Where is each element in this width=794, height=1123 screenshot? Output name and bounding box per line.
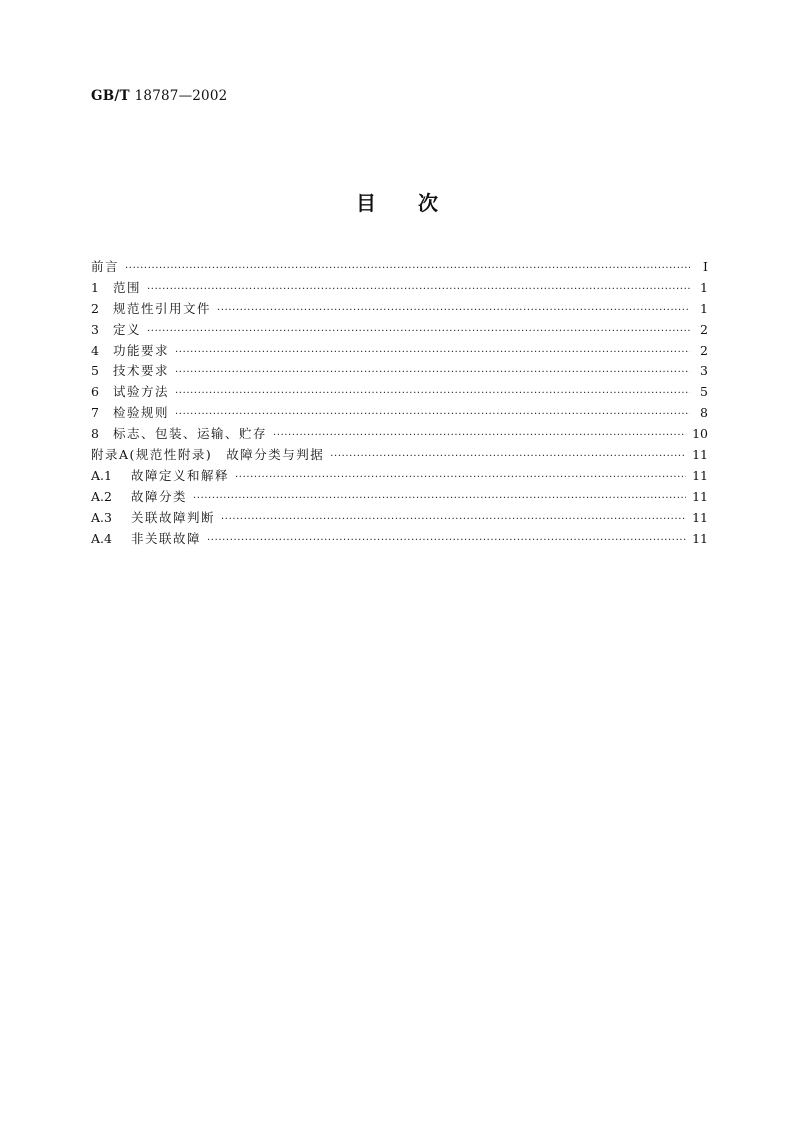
toc-entry-1[interactable] — [91, 278, 708, 299]
toc-entry-page: 11 — [692, 509, 708, 525]
table-of-contents — [91, 257, 708, 549]
toc-dot-leader — [193, 489, 686, 510]
toc-entry-number: 4 — [91, 342, 99, 358]
toc-dot-leader — [175, 384, 690, 405]
toc-entry-page: 11 — [692, 530, 708, 546]
toc-entry-page: Ⅰ — [703, 259, 708, 274]
toc-entry-page: 8 — [700, 405, 708, 421]
toc-entry-page: 11 — [692, 467, 708, 483]
toc-entry-page: 1 — [700, 300, 708, 316]
toc-entry-a3[interactable] — [91, 508, 708, 529]
toc-entry-page: 2 — [700, 342, 708, 358]
standard-number: 18787—2002 — [134, 88, 228, 104]
toc-dot-leader — [175, 363, 690, 384]
toc-entry-label: 范围 — [113, 279, 142, 295]
toc-entry-a4[interactable] — [91, 529, 708, 550]
toc-entry-8[interactable] — [91, 424, 708, 445]
standard-prefix: GB/T — [91, 88, 130, 104]
toc-entry-page: 3 — [700, 363, 708, 379]
toc-entry-label: 故障定义和解释 — [131, 467, 230, 483]
toc-entry-label: 试验方法 — [113, 384, 170, 400]
toc-entry-label: 故障分类 — [131, 488, 188, 504]
toc-entry-number: 1 — [91, 279, 99, 295]
toc-dot-leader — [147, 322, 690, 343]
toc-entry-number: 6 — [91, 384, 99, 400]
toc-entry-label: 检验规则 — [113, 405, 170, 421]
toc-entry-label: 关联故障判断 — [131, 509, 216, 525]
toc-entry-6[interactable] — [91, 382, 708, 403]
toc-entry-page: 5 — [700, 384, 708, 400]
standard-code — [91, 88, 227, 104]
toc-entry-label: 规范性引用文件 — [113, 300, 212, 316]
toc-entry-page: 1 — [700, 279, 708, 295]
toc-entry-label: 附录A(规范性附录) 故障分类与判据 — [91, 447, 325, 463]
toc-entry-a2[interactable] — [91, 487, 708, 508]
toc-entry-5[interactable] — [91, 361, 708, 382]
toc-entry-label: 前言 — [91, 259, 120, 274]
toc-dot-leader — [273, 426, 686, 447]
toc-entry-label: 定义 — [113, 321, 142, 337]
toc-dot-leader — [175, 343, 690, 364]
toc-entry-page: 11 — [692, 488, 708, 504]
toc-entry-page: 10 — [692, 426, 708, 442]
toc-dot-leader — [125, 259, 690, 280]
toc-entry-number: 5 — [91, 363, 99, 379]
toc-entry-number: A.2 — [91, 488, 112, 504]
toc-entry-a1[interactable] — [91, 466, 708, 487]
toc-dot-leader — [221, 510, 686, 531]
toc-title: 目次 — [356, 191, 480, 215]
toc-entry-number: 7 — [91, 405, 99, 421]
toc-entry-label: 非关联故障 — [131, 530, 202, 546]
toc-dot-leader — [147, 280, 690, 301]
toc-dot-leader — [330, 447, 686, 468]
toc-entry-label: 标志、包装、运输、贮存 — [113, 426, 268, 442]
toc-entry-number: 2 — [91, 300, 99, 316]
toc-entry-page: 11 — [692, 447, 708, 463]
toc-entry-annex-a[interactable] — [91, 445, 708, 466]
toc-dot-leader — [207, 531, 686, 552]
toc-entry-page: 2 — [700, 321, 708, 337]
toc-entry-2[interactable] — [91, 299, 708, 320]
toc-entry-3[interactable] — [91, 320, 708, 341]
toc-entry-number: A.4 — [91, 530, 112, 546]
toc-dot-leader — [235, 468, 686, 489]
toc-entry-number: A.3 — [91, 509, 112, 525]
toc-entry-number: 8 — [91, 426, 99, 442]
toc-entry-number: A.1 — [91, 467, 112, 483]
toc-entry-7[interactable] — [91, 403, 708, 424]
toc-dot-leader — [175, 405, 690, 426]
toc-entry-label: 功能要求 — [113, 342, 170, 358]
toc-entry-4[interactable] — [91, 341, 708, 362]
toc-entry-foreword[interactable] — [91, 257, 708, 278]
toc-entry-label: 技术要求 — [113, 363, 170, 379]
toc-dot-leader — [217, 301, 690, 322]
toc-entry-number: 3 — [91, 321, 99, 337]
